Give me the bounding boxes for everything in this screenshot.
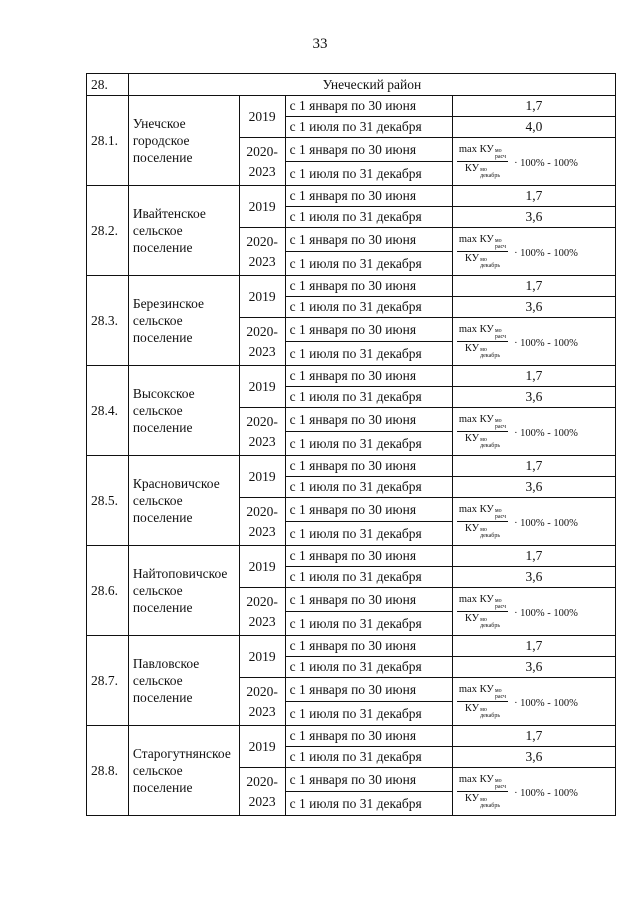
settlement-name: Высокское сельское поселение xyxy=(128,366,239,456)
district-name: Унеческий район xyxy=(128,74,615,96)
formula xyxy=(457,594,578,629)
formula-cell xyxy=(452,498,615,546)
period-first-half: с 1 января по 30 июня xyxy=(285,726,452,747)
value-first-half: 1,7 xyxy=(452,96,615,117)
formula-fraction xyxy=(457,144,508,179)
settlement-row xyxy=(87,546,616,567)
formula-sup: мо xyxy=(480,707,487,713)
page-number: 33 xyxy=(312,36,328,52)
formula-ky: КУ xyxy=(479,324,494,335)
period-second-half: с 1 июля по 31 декабря xyxy=(285,792,452,816)
year-2019: 2019 xyxy=(239,186,285,228)
formula-numerator xyxy=(457,144,508,161)
value-second-half: 3,6 xyxy=(452,747,615,768)
formula-cell xyxy=(452,588,615,636)
formula-sup: мо xyxy=(494,778,502,784)
period-second-half: с 1 июля по 31 декабря xyxy=(285,522,452,546)
period-first-half: с 1 января по 30 июня xyxy=(285,456,452,477)
formula-ky: КУ xyxy=(479,684,494,695)
formula-tail: · 100% - 100% xyxy=(514,698,578,709)
formula-sup: мо xyxy=(480,167,487,173)
formula-denominator xyxy=(465,612,500,629)
settlement-name: Березинское сельское поселение xyxy=(128,276,239,366)
formula-sub: pасч xyxy=(494,784,507,790)
formula-max: max xyxy=(458,774,477,785)
formula-cell xyxy=(452,228,615,276)
formula-sup: мо xyxy=(480,797,487,803)
formula-sub: декабрь xyxy=(480,533,501,539)
period-second-half: с 1 июля по 31 декабря xyxy=(285,297,452,318)
formula-fraction xyxy=(457,504,508,539)
formula-sup: мо xyxy=(480,347,487,353)
period-second-half: с 1 июля по 31 декабря xyxy=(285,702,452,726)
formula-sup: мо xyxy=(494,418,502,424)
period-second-half: с 1 июля по 31 декабря xyxy=(285,477,452,498)
formula-denominator xyxy=(465,522,500,539)
period-second-half: с 1 июля по 31 декабря xyxy=(285,567,452,588)
year-2019: 2019 xyxy=(239,276,285,318)
formula-cell xyxy=(452,768,615,816)
value-first-half: 1,7 xyxy=(452,456,615,477)
row-number: 28.2. xyxy=(87,186,129,276)
formula-sup: мо xyxy=(494,148,502,154)
row-number: 28.1. xyxy=(87,96,129,186)
formula-max: max xyxy=(458,594,477,605)
value-second-half: 3,6 xyxy=(452,387,615,408)
period-second-half: с 1 июля по 31 декабря xyxy=(285,162,452,186)
formula-ky: КУ xyxy=(479,234,494,245)
formula-denominator xyxy=(465,702,500,719)
period-second-half: с 1 июля по 31 декабря xyxy=(285,342,452,366)
period-first-half: с 1 января по 30 июня xyxy=(285,138,452,162)
formula-sub: декабрь xyxy=(480,263,501,269)
period-first-half: с 1 января по 30 июня xyxy=(285,498,452,522)
settlement-row xyxy=(87,186,616,207)
period-first-half: с 1 января по 30 июня xyxy=(285,546,452,567)
row-number: 28.7. xyxy=(87,636,129,726)
formula-sup: мо xyxy=(480,437,487,443)
period-second-half: с 1 июля по 31 декабря xyxy=(285,117,452,138)
formula-sup: мо xyxy=(480,617,487,623)
formula-sup: мо xyxy=(494,598,502,604)
formula-max: max xyxy=(458,324,477,335)
period-first-half: с 1 января по 30 июня xyxy=(285,228,452,252)
formula-max: max xyxy=(458,144,477,155)
formula-sub: декабрь xyxy=(480,623,501,629)
value-first-half: 1,7 xyxy=(452,366,615,387)
formula-sub: pасч xyxy=(494,424,507,430)
period-first-half: с 1 января по 30 июня xyxy=(285,768,452,792)
value-first-half: 1,7 xyxy=(452,726,615,747)
period-first-half: с 1 января по 30 июня xyxy=(285,588,452,612)
formula-ky: КУ xyxy=(464,433,480,444)
period-second-half: с 1 июля по 31 декабря xyxy=(285,387,452,408)
formula-sup: мо xyxy=(494,508,502,514)
year-range: 2020-2023 xyxy=(239,228,285,276)
period-first-half: с 1 января по 30 июня xyxy=(285,366,452,387)
formula-tail: · 100% - 100% xyxy=(514,518,578,529)
year-2019: 2019 xyxy=(239,366,285,408)
formula-fraction xyxy=(457,684,508,719)
year-2019: 2019 xyxy=(239,726,285,768)
formula-fraction xyxy=(457,234,508,269)
formula-numerator xyxy=(457,774,508,791)
settlement-row xyxy=(87,456,616,477)
settlement-row xyxy=(87,636,616,657)
formula xyxy=(457,774,578,809)
year-range: 2020-2023 xyxy=(239,768,285,816)
settlement-row xyxy=(87,726,616,747)
formula-max: max xyxy=(458,234,477,245)
value-first-half: 1,7 xyxy=(452,276,615,297)
formula-cell xyxy=(452,318,615,366)
formula-sub: декабрь xyxy=(480,713,501,719)
value-first-half: 1,7 xyxy=(452,636,615,657)
formula-numerator xyxy=(457,234,508,251)
value-second-half: 3,6 xyxy=(452,207,615,228)
row-number: 28.6. xyxy=(87,546,129,636)
row-number: 28.5. xyxy=(87,456,129,546)
year-2019: 2019 xyxy=(239,456,285,498)
value-second-half: 3,6 xyxy=(452,657,615,678)
row-number: 28.4. xyxy=(87,366,129,456)
formula-tail: · 100% - 100% xyxy=(514,248,578,259)
formula-fraction xyxy=(457,774,508,809)
formula-tail: · 100% - 100% xyxy=(514,788,578,799)
formula-cell xyxy=(452,138,615,186)
year-2019: 2019 xyxy=(239,546,285,588)
formula-cell xyxy=(452,678,615,726)
settlement-name: Старогутнянское сельское поселение xyxy=(128,726,239,816)
formula-max: max xyxy=(458,504,477,515)
period-first-half: с 1 января по 30 июня xyxy=(285,96,452,117)
period-second-half: с 1 июля по 31 декабря xyxy=(285,432,452,456)
formula-sub: декабрь xyxy=(480,353,501,359)
formula-sub: pасч xyxy=(494,244,507,250)
period-first-half: с 1 января по 30 июня xyxy=(285,276,452,297)
formula-numerator xyxy=(457,324,508,341)
period-second-half: с 1 июля по 31 декабря xyxy=(285,747,452,768)
year-2019: 2019 xyxy=(239,636,285,678)
period-second-half: с 1 июля по 31 декабря xyxy=(285,612,452,636)
value-first-half: 1,7 xyxy=(452,546,615,567)
formula-sup: мо xyxy=(494,328,502,334)
formula-ky: КУ xyxy=(464,163,480,174)
period-second-half: с 1 июля по 31 декабря xyxy=(285,252,452,276)
formula-ky: КУ xyxy=(479,504,494,515)
period-first-half: с 1 января по 30 июня xyxy=(285,636,452,657)
formula-ky: КУ xyxy=(479,774,494,785)
year-range: 2020-2023 xyxy=(239,498,285,546)
formula-sub: pасч xyxy=(494,334,507,340)
year-range: 2020-2023 xyxy=(239,678,285,726)
period-second-half: с 1 июля по 31 декабря xyxy=(285,207,452,228)
tariff-table xyxy=(86,73,616,816)
formula xyxy=(457,234,578,269)
formula-cell xyxy=(452,408,615,456)
formula-numerator xyxy=(457,414,508,431)
formula-denominator xyxy=(465,252,500,269)
formula-ky: КУ xyxy=(464,613,480,624)
section-header-row xyxy=(87,74,616,96)
value-first-half: 1,7 xyxy=(452,186,615,207)
formula-ky: КУ xyxy=(479,144,494,155)
formula-sub: pасч xyxy=(494,694,507,700)
formula-tail: · 100% - 100% xyxy=(514,428,578,439)
formula xyxy=(457,684,578,719)
formula-denominator xyxy=(465,162,500,179)
formula-sub: декабрь xyxy=(480,173,501,179)
period-second-half: с 1 июля по 31 декабря xyxy=(285,657,452,678)
value-second-half: 3,6 xyxy=(452,477,615,498)
settlement-row xyxy=(87,276,616,297)
row-number: 28.8. xyxy=(87,726,129,816)
settlement-row xyxy=(87,366,616,387)
formula-sup: мо xyxy=(494,688,502,694)
value-second-half: 4,0 xyxy=(452,117,615,138)
formula-denominator xyxy=(465,342,500,359)
year-range: 2020-2023 xyxy=(239,408,285,456)
settlement-name: Павловское сельское поселение xyxy=(128,636,239,726)
formula-fraction xyxy=(457,414,508,449)
value-second-half: 3,6 xyxy=(452,297,615,318)
formula xyxy=(457,324,578,359)
formula-tail: · 100% - 100% xyxy=(514,338,578,349)
formula-sup: мо xyxy=(480,257,487,263)
year-range: 2020-2023 xyxy=(239,588,285,636)
formula-max: max xyxy=(458,414,477,425)
formula-sub: декабрь xyxy=(480,803,501,809)
formula-denominator xyxy=(465,432,500,449)
settlement-name: Унечское городское поселение xyxy=(128,96,239,186)
formula-fraction xyxy=(457,324,508,359)
formula-ky: КУ xyxy=(464,343,480,354)
formula-numerator xyxy=(457,684,508,701)
settlement-row xyxy=(87,96,616,117)
row-number: 28.3. xyxy=(87,276,129,366)
formula-sup: мо xyxy=(480,527,487,533)
formula-ky: КУ xyxy=(479,414,494,425)
formula-ky: КУ xyxy=(464,253,480,264)
formula-numerator xyxy=(457,594,508,611)
formula-denominator xyxy=(465,792,500,809)
formula-ky: КУ xyxy=(479,594,494,605)
formula-fraction xyxy=(457,594,508,629)
settlement-name: Ивайтенское сельское поселение xyxy=(128,186,239,276)
period-first-half: с 1 января по 30 июня xyxy=(285,186,452,207)
formula xyxy=(457,144,578,179)
period-first-half: с 1 января по 30 июня xyxy=(285,318,452,342)
year-range: 2020-2023 xyxy=(239,318,285,366)
formula-ky: КУ xyxy=(464,523,480,534)
formula-ky: КУ xyxy=(464,703,480,714)
formula-sub: pасч xyxy=(494,514,507,520)
formula-max: max xyxy=(458,684,477,695)
year-range: 2020-2023 xyxy=(239,138,285,186)
formula-numerator xyxy=(457,504,508,521)
formula-ky: КУ xyxy=(464,793,480,804)
period-first-half: с 1 января по 30 июня xyxy=(285,408,452,432)
formula-sub: pасч xyxy=(494,154,507,160)
value-second-half: 3,6 xyxy=(452,567,615,588)
formula xyxy=(457,414,578,449)
formula-tail: · 100% - 100% xyxy=(514,158,578,169)
year-2019: 2019 xyxy=(239,96,285,138)
formula xyxy=(457,504,578,539)
section-number: 28. xyxy=(87,74,129,96)
settlement-name: Найтоповичское сельское поселение xyxy=(128,546,239,636)
settlement-name: Красновичское сельское поселение xyxy=(128,456,239,546)
formula-tail: · 100% - 100% xyxy=(514,608,578,619)
formula-sub: pасч xyxy=(494,604,507,610)
formula-sup: мо xyxy=(494,238,502,244)
formula-sub: декабрь xyxy=(480,443,501,449)
period-first-half: с 1 января по 30 июня xyxy=(285,678,452,702)
